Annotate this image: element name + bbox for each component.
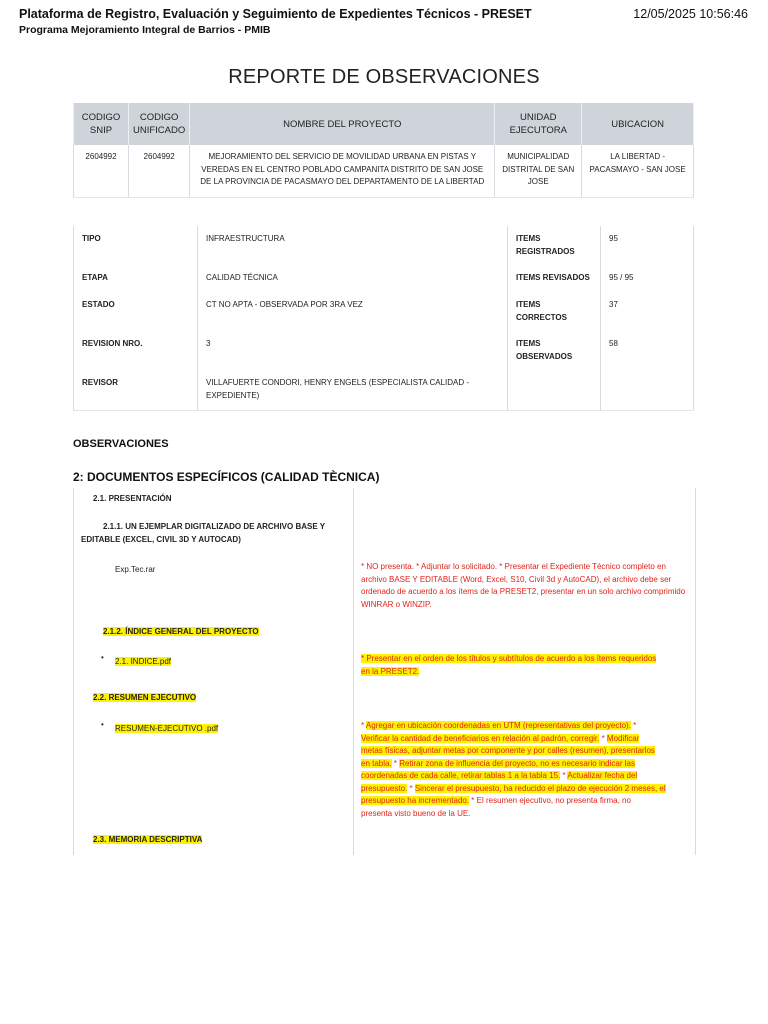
obs-fragment: Retirar zona de influencia del proyecto, no es necesario indicar las [399, 758, 635, 768]
report-datetime: 12/05/2025 10:56:46 [633, 7, 748, 21]
item-2-2-wrap [93, 692, 196, 705]
value-items-revisados: 95 / 95 [601, 265, 694, 292]
header-nombre-proyecto: NOMBRE DEL PROYECTO [190, 103, 495, 145]
obs-fragment: * [391, 758, 400, 768]
observation-2-1-1: * NO presenta. * Adjuntar lo solicitado. * Presentar el Expediente Técnico completo en archivo BASE Y EDITABLE (Word, Excel, S10, Civil 3d y AutoCAD), el archivo debe ser ordenado de acuerdo a los ítems de la PRESET2, presentar en un solo archivo comprimido WINRAR o WINZIP. [361, 562, 686, 609]
file-indice-wrap [115, 656, 171, 669]
observation-2-2 [361, 720, 691, 820]
label-items-registrados: ITEMS REGISTRADOS [508, 226, 601, 265]
item-2-1-1-ejemplar-digitalizado: 2.1.1. UN EJEMPLAR DIGITALIZADO DE ARCHIVO BASE Y EDITABLE (EXCEL, CIVIL 3D Y AUTOCAD) [81, 522, 325, 544]
value-etapa: CALIDAD TÉCNICA [198, 265, 508, 292]
label-items-observados: ITEMS OBSERVADOS [508, 331, 601, 370]
label-revision-nro: REVISION NRO. [74, 331, 198, 370]
program-subtitle: Programa Mejoramiento Integral de Barrios - PMIB [19, 24, 271, 36]
item-2-2-resumen-ejecutivo: 2.2. RESUMEN EJECUTIVO [93, 693, 197, 702]
observation-2-1-2 [361, 653, 691, 678]
item-2-3-memoria-descriptiva: 2.3. MEMORIA DESCRIPTIVA [93, 835, 203, 844]
value-revision-nro: 3 [198, 331, 508, 370]
observation-2-1-2-line2: en la PRESET2. [361, 666, 420, 676]
item-2-1-2-wrap [103, 626, 259, 639]
observation-2-1-2-line1: * Presentar en el orden de los títulos y subtítulos de acuerdo a los ítems requeridos [361, 654, 657, 663]
report-title: REPORTE DE OBSERVACIONES [228, 66, 540, 88]
obs-fragment: Actualizar fecha del [567, 771, 638, 780]
value-revisor: VILLAFUERTE CONDORI, HENRY ENGELS (ESPECIALISTA CALIDAD - EXPEDIENTE) [198, 370, 508, 410]
obs-fragment: presupuesto. [361, 783, 408, 793]
file-resumen-wrap [115, 723, 218, 736]
obs-fragment: Modificar [606, 733, 640, 743]
column-divider [353, 488, 354, 855]
header-ubicacion: UBICACION [582, 103, 694, 145]
file-resumen-ejecutivo[interactable]: RESUMEN-EJECUTIVO .pdf [115, 724, 219, 733]
empty-cell [601, 370, 694, 410]
label-tipo: TIPO [74, 226, 198, 265]
obs-fragment: * [361, 721, 366, 730]
obs-fragment: * [599, 733, 607, 743]
obs-fragment: * [630, 721, 637, 730]
cell-codigo-unificado: 2604992 [129, 145, 190, 198]
observaciones-heading: OBSERVACIONES [73, 438, 169, 450]
obs-fragment: metas físicas, adjuntar metas por componente y por calles (resumen), presentarlos [361, 746, 655, 755]
item-2-1-2-indice-general: 2.1.2. ÍNDICE GENERAL DEL PROYECTO [103, 627, 259, 636]
file-exp-tec[interactable]: Exp.Tec.rar [115, 565, 156, 574]
cell-unidad-ejecutora: MUNICIPALIDAD DISTRITAL DE SAN JOSE [495, 145, 582, 198]
value-tipo: INFRAESTRUCTURA [198, 226, 508, 265]
file-indice[interactable]: 2.1. INDICE.pdf [115, 657, 172, 666]
item-2-1-presentacion: 2.1. PRESENTACIÓN [93, 494, 172, 503]
bullet-icon: • [101, 720, 104, 729]
obs-fragment: Sincerar el presupuesto, ha reducido el plazo de ejecución 2 meses, el [414, 783, 666, 793]
section-heading: 2: DOCUMENTOS ESPECÍFICOS (CALIDAD TÈCNICA) [73, 470, 380, 484]
obs-fragment: Verificar la cantidad de beneficiarios en relación al padrón, corregir. [361, 733, 600, 743]
item-2-3-wrap [93, 834, 202, 847]
obs-fragment: * El resumen ejecutivo, no presenta firma, no [469, 796, 631, 805]
value-items-registrados: 95 [601, 226, 694, 265]
value-items-correctos: 37 [601, 292, 694, 331]
header-codigo-unificado: CODIGO UNIFICADO [129, 103, 190, 145]
header-unidad-ejecutora: UNIDAD EJECUTORA [495, 103, 582, 145]
cell-codigo-snip: 2604992 [74, 145, 129, 198]
label-items-revisados: ITEMS REVISADOS [508, 265, 601, 292]
label-etapa: ETAPA [74, 265, 198, 292]
project-info-table [73, 226, 694, 411]
header-codigo-snip: CODIGO SNIP [74, 103, 129, 145]
obs-fragment: * [560, 771, 568, 780]
table-row [74, 145, 694, 198]
obs-fragment: presenta visto bueno de la UE. [361, 808, 471, 818]
label-estado: ESTADO [74, 292, 198, 331]
obs-fragment: presupuesto ha incrementado. [361, 796, 470, 805]
bullet-icon: • [101, 653, 104, 662]
obs-fragment: coordenadas de cada calle, retirar tablas 1 a la tabla 15. [361, 771, 561, 780]
value-items-observados: 58 [601, 331, 694, 370]
cell-ubicacion: LA LIBERTAD - PACASMAYO - SAN JOSE [582, 145, 694, 198]
cell-nombre-proyecto: MEJORAMIENTO DEL SERVICIO DE MOVILIDAD URBANA EN PISTAS Y VEREDAS EN EL CENTRO POBLADO CAMPANITA DISTRITO DE SAN JOSE DE LA PROVINCIA DE PACASMAYO DEL DEPARTAMENTO DE LA LIBERTAD [190, 145, 495, 198]
value-estado: CT NO APTA - OBSERVADA POR 3RA VEZ [198, 292, 508, 331]
obs-fragment: en tabla. [361, 758, 392, 768]
label-items-correctos: ITEMS CORRECTOS [508, 292, 601, 331]
label-revisor: REVISOR [74, 370, 198, 410]
project-table [73, 103, 694, 198]
obs-fragment: * [407, 783, 415, 793]
empty-cell [508, 370, 601, 410]
platform-title: Plataforma de Registro, Evaluación y Seguimiento de Expedientes Técnicos - PRESET [19, 7, 532, 21]
obs-fragment: Agregar en ubicación coordenadas en UTM (representativas del proyecto). [365, 721, 631, 730]
